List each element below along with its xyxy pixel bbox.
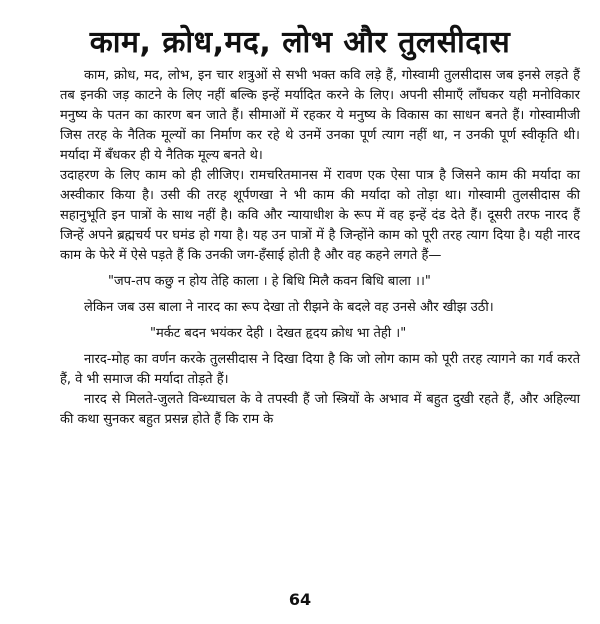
verse-quote-2: "मर्कट बदन भयंकर देही । देखत हृदय क्रोध भा तेही ।" [150, 326, 407, 341]
paragraph-4: नारद-मोह का वर्णन करके तुलसीदास ने दिखा दिया है कि जो लोग काम को पूरी तरह त्यागने का गर्व करते हैं, वे भी समाज की मर्यादा तोड़ते हैं। [60, 352, 580, 387]
page-number: 64 [288, 590, 312, 609]
paragraph-1: काम, क्रोध, मद, लोभ, इन चार शत्रुओं से सभी भक्त कवि लड़े हैं, गोस्वामी तुलसीदास जब इनसे लड़ते हैं तब इनकी जड़ काटने के लिए नहीं बल्कि इन्हें मर्यादित करने के लिए। अपनी सीमाएँ लाँघकर यही मनोविकार मनुष्य के पतन का कारण बन जाते हैं। सीमाओं में रहकर ये मनुष्य के विकास का साधन बनते हैं। गोस्वामीजी जिस तरह के नैतिक मूल्यों का निर्माण कर रहे थे उनमें उनका पूर्ण त्याग नहीं था, न उनकी पूर्ण स्वीकृति थी। मर्यादा में बँधकर ही ये नैतिक मूल्य बनते थे। [60, 68, 580, 163]
verse-quote-1: "जप-तप कछु न होय तेहि काला । हे बिधि मिलै कवन बिधि बाला ।।" [108, 274, 431, 289]
paragraph-5: नारद से मिलते-जुलते विन्ध्याचल के वे तपस्वी हैं जो स्त्रियों के अभाव में बहुत दुखी रहते हैं, और अहिल्या की कथा सुनकर बहुत प्रसन्न होते हैं कि राम के [60, 392, 580, 427]
paragraph-2: उदाहरण के लिए काम को ही लीजिए। रामचरितमानस में रावण एक ऐसा पात्र है जिसने काम की मर्यादा का अस्वीकार किया है। उसी की तरह शूर्पणखा ने भी काम की मर्यादा को तोड़ा था। गोस्वामी तुलसीदास की सहानुभूति इन पात्रों के साथ नहीं है। कवि और न्यायाधीश के रूप में वह इन्हें दंड देते हैं। दूसरी तरफ नारद हैं जिन्हें अपने ब्रह्मचर्य पर घमंड हो गया है। यह उन पात्रों में है जिन्होंने काम को पूरी तरह त्याग दिया है। यही नारद काम के फेरे में ऐसे पड़ते हैं कि उनकी जग-हँसाई होती है और वह कहने लगते हैं— [60, 168, 580, 263]
page-body [60, 66, 580, 430]
chapter-title: काम, क्रोध,मद, लोभ और तुलसीदास [89, 25, 511, 60]
paragraph-3: लेकिन जब उस बाला ने नारद का रूप देखा तो रीझने के बदले वह उनसे और खीझ उठी। [84, 300, 494, 315]
